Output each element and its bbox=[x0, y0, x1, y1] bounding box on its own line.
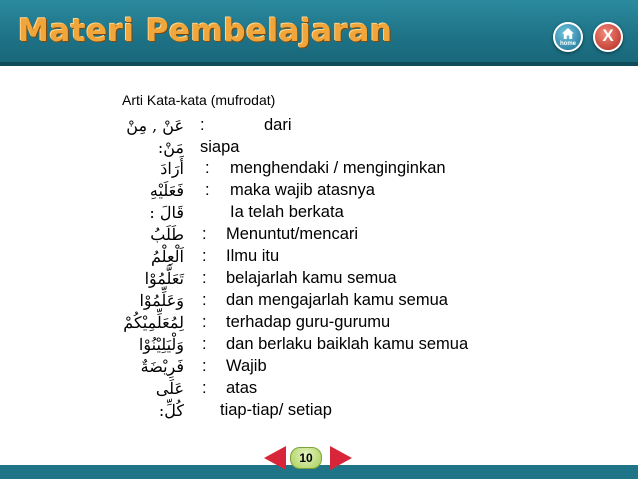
colon: : bbox=[200, 116, 205, 134]
colon: : bbox=[202, 379, 207, 397]
colon: : bbox=[202, 269, 207, 287]
arrow-right-icon[interactable] bbox=[330, 446, 352, 470]
close-icon: X bbox=[602, 26, 614, 45]
meaning-text: atas bbox=[226, 379, 258, 397]
arabic-word: فَعَلَيْهِ bbox=[149, 181, 184, 200]
footer-bar bbox=[0, 465, 638, 479]
arabic-word: أَرَادَ bbox=[160, 159, 184, 178]
arabic-word: اَلْعِلْمُ bbox=[151, 247, 184, 266]
colon: : bbox=[202, 225, 207, 243]
arabic-word: عَلَى bbox=[155, 379, 184, 398]
meaning-text: dan berlaku baiklah kamu semua bbox=[226, 335, 469, 353]
meaning-text: maka wajib atasnya bbox=[230, 181, 375, 199]
meaning-text: siapa bbox=[200, 138, 240, 156]
meaning-text: menghendaki / menginginkan bbox=[230, 159, 446, 177]
arabic-word: تَعَلَّمُوْا bbox=[144, 269, 184, 288]
page-number-badge: 10 bbox=[290, 447, 322, 469]
meaning-text: belajarlah kamu semua bbox=[226, 269, 397, 287]
meaning-text: Menuntut/mencari bbox=[226, 225, 359, 243]
section-heading: Arti Kata-kata (mufrodat) bbox=[122, 92, 276, 108]
meaning-text: terhadap guru-gurumu bbox=[226, 313, 391, 331]
arabic-word: كُلِّ: bbox=[158, 401, 184, 420]
meaning-text: dan mengajarlah kamu semua bbox=[226, 291, 448, 309]
meaning-text: Ilmu itu bbox=[226, 247, 280, 265]
colon: : bbox=[205, 181, 210, 199]
arabic-word: وَلْيَلِيْنُوْا bbox=[138, 335, 184, 354]
colon: : bbox=[205, 159, 210, 177]
colon: : bbox=[202, 335, 207, 353]
arabic-word: عَنْ , مِنْ bbox=[126, 116, 184, 135]
meaning-text: Wajib bbox=[226, 357, 267, 375]
page-title: Materi Pembelajaran bbox=[18, 13, 393, 49]
colon: : bbox=[202, 357, 207, 375]
meaning-text: dari bbox=[264, 116, 292, 134]
arabic-word: قَالَ : bbox=[149, 203, 184, 222]
colon: : bbox=[202, 313, 207, 331]
arabic-word: مَنْ: bbox=[157, 138, 184, 157]
colon: : bbox=[202, 247, 207, 265]
meaning-text: Ia telah berkata bbox=[230, 203, 344, 221]
arabic-word: طَلَبُ bbox=[150, 225, 184, 244]
arabic-word: وَعَلِّمُوْا bbox=[139, 291, 184, 310]
arabic-word: لِمُعَلِّمِيْكُمْ bbox=[123, 313, 184, 332]
home-label: home bbox=[559, 41, 576, 47]
colon: : bbox=[202, 291, 207, 309]
arabic-word: فَرِيْضَةٌ bbox=[140, 357, 184, 376]
meaning-text: tiap-tiap/ setiap bbox=[220, 401, 332, 419]
arrow-left-icon[interactable] bbox=[264, 446, 286, 470]
